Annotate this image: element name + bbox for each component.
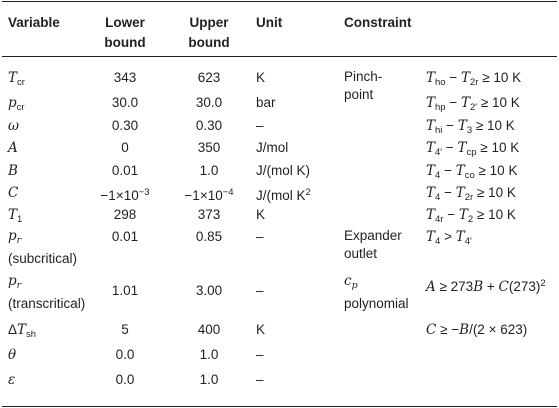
table-row	[0, 93, 559, 113]
upper-bound-cell: 623	[197, 70, 221, 85]
constraint-relation-cell: $T_{hi} - T_3 \ge 10$ K	[426, 118, 515, 136]
table-top-rule	[2, 1, 557, 2]
lower-bound-cell: 5	[121, 322, 129, 337]
unit-cell: –	[256, 118, 264, 133]
lower-bound-cell: 298	[113, 207, 137, 222]
header-rule	[2, 56, 557, 57]
constraint-relation-cell: $T_4 > T_{4'}$	[426, 229, 472, 247]
constraint-relation-cell: $A \ge 273B + C(273)^2$	[426, 278, 546, 295]
constraint-relation-cell: $T_4 - T_{2r} \ge 10$ K	[426, 185, 516, 203]
upper-bound-cell: 400	[197, 322, 221, 337]
lower-bound-cell: 0.01	[111, 229, 139, 244]
variable-cell: $p_{cr}$	[8, 95, 25, 113]
constraint-relation-cell: $T_{hp} - T_{2'} \ge 10$ K	[426, 95, 520, 113]
variable-cell: B	[8, 163, 18, 179]
upper-bound-cell: $-1\times 10^{-4}$	[184, 187, 234, 203]
unit-cell: J/(mol K)	[256, 163, 310, 178]
header-unit: Unit	[256, 15, 283, 30]
header-constraint: Constraint	[344, 15, 412, 30]
unit-cell: –	[256, 229, 264, 244]
upper-bound-cell: 1.0	[199, 347, 219, 362]
unit-cell: K	[256, 322, 266, 337]
table-row	[0, 227, 559, 267]
header-lower-line2: bound	[104, 35, 146, 50]
constraint-relation-cell: $T_{4'} - T_{cp} \ge 10$ K	[426, 140, 520, 158]
variable-cell: θ	[8, 347, 17, 363]
lower-bound-cell: 30.0	[111, 95, 139, 110]
lower-bound-cell: 0.30	[111, 118, 139, 133]
table-row	[0, 138, 559, 158]
header-lower-bound	[96, 13, 154, 53]
constraint-label-cell: Pinch- point	[344, 69, 383, 102]
table-row	[0, 161, 559, 181]
lower-bound-cell: 0	[121, 140, 129, 155]
constraint-label-cell: $c_p$ polynomial	[344, 273, 409, 311]
constraint-relation-cell: $T_4 - T_{co} \ge 10$ K	[426, 163, 518, 181]
variable-cell: $p_r$ (transcritical)	[8, 273, 86, 311]
table-row	[0, 205, 559, 225]
upper-bound-cell: 30.0	[195, 95, 223, 110]
variable-cell: A	[8, 140, 18, 156]
constraint-label-cell: Expander outlet	[344, 228, 402, 261]
variable-cell: $T_1$	[8, 207, 23, 225]
table-row	[0, 320, 559, 340]
variable-cell: ε	[8, 372, 16, 388]
table-row	[0, 183, 559, 203]
unit-cell: J/(mol $K^2$	[256, 187, 311, 203]
upper-bound-cell: 373	[197, 207, 221, 222]
unit-cell: –	[256, 372, 264, 387]
upper-bound-cell: 3.00	[195, 283, 223, 298]
constraint-relation-cell: $T_{4r} - T_2 \ge 10$ K	[426, 207, 516, 225]
table-row	[0, 68, 559, 102]
unit-cell: K	[256, 207, 266, 222]
table-row	[0, 272, 559, 312]
header-upper-line1: Upper	[189, 15, 229, 30]
lower-bound-cell: 1.01	[111, 283, 139, 298]
unit-cell: bar	[256, 95, 276, 110]
upper-bound-cell: 1.0	[199, 372, 219, 387]
unit-cell: K	[256, 70, 266, 85]
header-lower-line1: Lower	[105, 15, 145, 30]
lower-bound-cell: 0.0	[115, 347, 135, 362]
upper-bound-cell: 0.30	[195, 118, 223, 133]
header-upper-bound	[180, 13, 238, 53]
header-upper-line2: bound	[188, 35, 230, 50]
table-row	[0, 116, 559, 136]
unit-cell: –	[256, 283, 264, 298]
variable-cell: C	[8, 185, 19, 201]
variable-cell: $p_r$ (subcritical)	[8, 228, 78, 266]
constraint-relation-cell: C ≥ −B/(2 × 623)	[426, 322, 528, 338]
upper-bound-cell: 1.0	[199, 163, 219, 178]
lower-bound-cell: $-1\times 10^{-3}$	[100, 187, 150, 203]
header-variable: Variable	[8, 15, 60, 30]
lower-bound-cell: 343	[113, 70, 137, 85]
upper-bound-cell: 350	[197, 140, 221, 155]
variable-cell: $\Delta T_{sh}$	[8, 322, 37, 340]
table-row	[0, 370, 559, 390]
lower-bound-cell: 0.0	[115, 372, 135, 387]
table-bottom-rule	[2, 406, 557, 407]
unit-cell: J/mol	[256, 140, 289, 155]
table-row	[0, 345, 559, 365]
constraint-relation-cell: $T_{ho} - T_{2r} \ge 10$ K	[426, 70, 522, 88]
variable-cell: ω	[8, 118, 20, 134]
upper-bound-cell: 0.85	[195, 229, 223, 244]
variable-cell: $T_{cr}$	[8, 70, 25, 88]
unit-cell: –	[256, 347, 264, 362]
lower-bound-cell: 0.01	[111, 163, 139, 178]
